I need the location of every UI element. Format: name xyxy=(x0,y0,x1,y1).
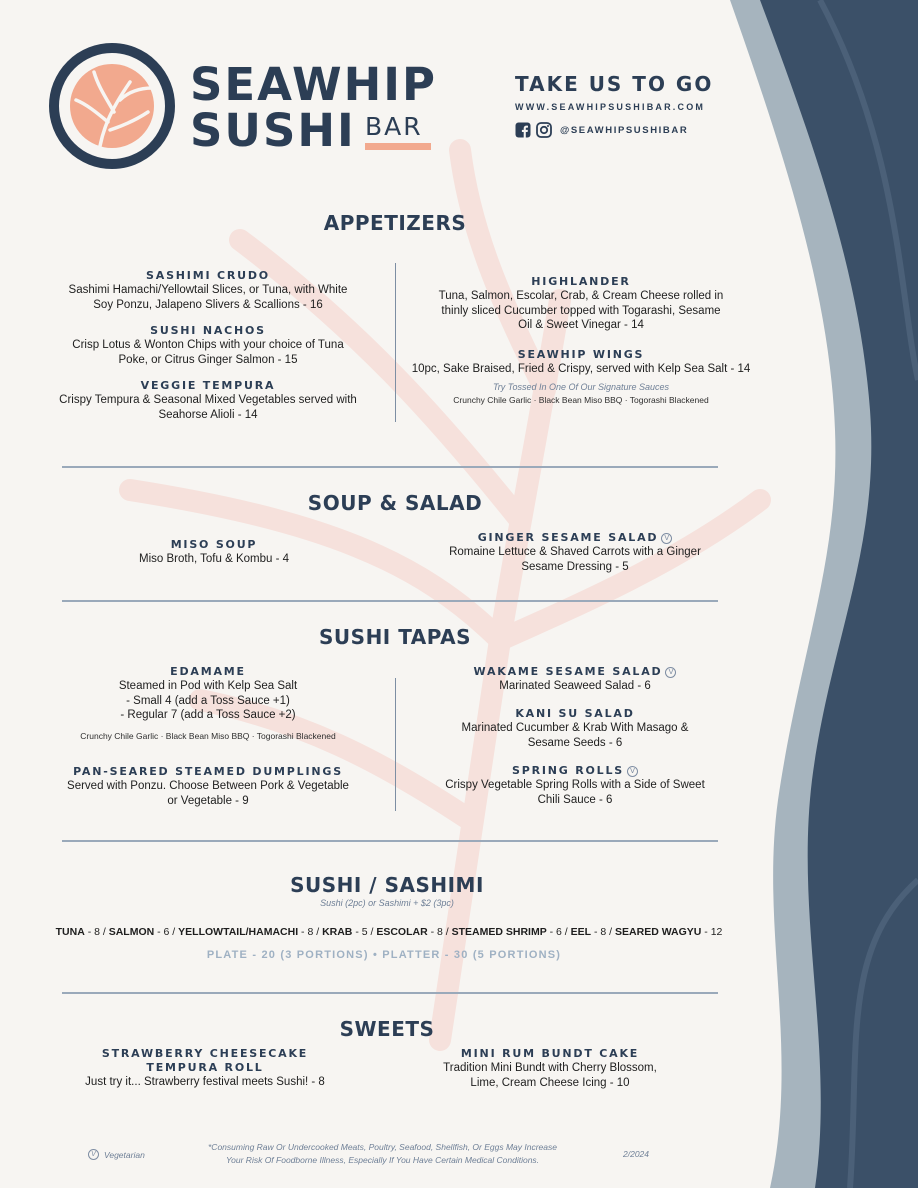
togo-title: TAKE US TO GO xyxy=(515,72,714,96)
item-name: HIGHLANDER xyxy=(531,275,631,288)
item-desc: Lime, Cream Cheese Icing - 10 xyxy=(470,1076,630,1089)
menu-item-mini-rum-bundt xyxy=(410,1047,690,1090)
soup-salad-title: SOUP & SALAD xyxy=(307,491,483,515)
item-name: SUSHI NACHOS xyxy=(150,324,266,337)
item-desc: Chili Sauce - 6 xyxy=(537,793,613,806)
item-desc: Romaine Lettuce & Shaved Carrots with a Ginger xyxy=(449,546,701,558)
sushi-item-name: YELLOWTAIL/HAMACHI xyxy=(178,926,299,938)
menu-item-miso-soup xyxy=(80,538,348,567)
item-desc: Sesame Seeds - 6 xyxy=(527,736,623,749)
item-name: SPRING ROLLS xyxy=(512,764,624,777)
disclaimer-line: Your Risk Of Foodborne Illness, Especially If You Have Certain Medical Conditions. xyxy=(225,1155,540,1165)
sauce-note: Try Tossed In One Of Our Signature Sauces xyxy=(492,381,670,392)
column-divider xyxy=(395,263,396,422)
item-desc: - Small 4 (add a Toss Sauce +1) xyxy=(126,694,290,707)
menu-item-dumplings xyxy=(55,765,361,808)
social-handle[interactable]: @SEAWHIPSUSHIBAR xyxy=(560,124,689,136)
item-name: VEGGIE TEMPURA xyxy=(140,379,276,392)
sushi-tapas-title: SUSHI TAPAS xyxy=(319,625,471,649)
sushi-item-price: - 8 / xyxy=(591,926,616,938)
item-desc: Soy Ponzu, Jalapeno Slivers & Scallions - 16 xyxy=(93,298,323,311)
vegetarian-label: Vegetarian xyxy=(104,1149,145,1160)
item-name: EDAMAME xyxy=(170,665,246,678)
disclaimer-line: *Consuming Raw Or Undercooked Meats, Poultry, Seafood, Shellfish, Or Eggs May Increase xyxy=(208,1142,557,1152)
menu-item-strawberry-cheesecake xyxy=(55,1047,355,1090)
brand-line2: SUSHI xyxy=(190,104,356,157)
menu-item-sushi-nachos xyxy=(60,324,356,367)
sushi-price-list xyxy=(36,926,742,938)
item-desc: Steamed in Pod with Kelp Sea Salt xyxy=(118,680,298,692)
menu-item-spring-rolls xyxy=(430,764,720,807)
social-row xyxy=(515,122,715,138)
sushi-item-price: - 6 / xyxy=(154,926,179,938)
brand-line1: SEAWHIP xyxy=(190,58,437,111)
item-desc: Sesame Dressing - 5 xyxy=(521,560,629,573)
menu-item-wakame-salad xyxy=(430,665,720,694)
vegetarian-icon: V xyxy=(88,1149,99,1160)
sushi-item-name: TUNA xyxy=(55,926,85,938)
sushi-item-price: - 5 / xyxy=(352,926,377,938)
menu-item-seawhip-wings xyxy=(408,348,754,406)
sushi-item-name: ESCOLAR xyxy=(376,926,428,938)
item-desc: Tuna, Salmon, Escolar, Crab, & Cream Cheese rolled in xyxy=(438,290,724,302)
seaweed-logo-icon xyxy=(48,42,176,170)
section-divider xyxy=(62,992,718,994)
section-divider xyxy=(62,600,718,602)
sushi-sashimi-title: SUSHI / SASHIMI xyxy=(290,873,484,897)
menu-item-kani-su-salad xyxy=(430,707,720,750)
item-desc: Served with Ponzu. Choose Between Pork & Vegetable xyxy=(67,780,349,792)
vegetarian-icon: V xyxy=(627,766,638,777)
vegetarian-legend xyxy=(88,1149,145,1160)
item-name-row xyxy=(430,531,720,545)
appetizers-title: APPETIZERS xyxy=(323,211,467,235)
item-name: STRAWBERRY CHEESECAKE xyxy=(101,1047,309,1060)
item-desc: Poke, or Citrus Ginger Salmon - 15 xyxy=(118,353,298,366)
brand-bar xyxy=(365,114,431,150)
item-desc: Marinated Cucumber & Krab With Masago & xyxy=(461,722,689,734)
item-desc: Marinated Seaweed Salad - 6 xyxy=(499,680,651,692)
sushi-item-name: KRAB xyxy=(322,926,353,938)
item-name: GINGER SESAME SALAD xyxy=(477,531,659,544)
facebook-icon[interactable] xyxy=(515,122,531,138)
menu-item-edamame xyxy=(55,665,361,742)
vegetarian-icon: V xyxy=(661,533,672,544)
item-name: PAN-SEARED STEAMED DUMPLINGS xyxy=(73,765,343,778)
item-desc: Sashimi Hamachi/Yellowtail Slices, or Tuna, with White xyxy=(68,284,348,296)
food-safety-disclaimer xyxy=(195,1141,570,1167)
item-desc: Crisp Lotus & Wonton Chips with your choice of Tuna xyxy=(72,339,344,351)
item-desc: Miso Broth, Tofu & Kombu - 4 xyxy=(139,553,289,565)
section-divider xyxy=(62,466,718,468)
item-desc: - Regular 7 (add a Toss Sauce +2) xyxy=(120,709,296,721)
sauce-list: Crunchy Chile Garlic · Black Bean Miso BBQ · Togorashi Blackened xyxy=(453,394,709,405)
sushi-item-name: STEAMED SHRIMP xyxy=(451,926,547,938)
sushi-item-price: - 8 / xyxy=(84,926,109,938)
sushi-item-price: - 8 / xyxy=(427,926,452,938)
item-name-row xyxy=(430,764,720,778)
instagram-icon[interactable] xyxy=(536,122,552,138)
sushi-item-name: SALMON xyxy=(108,926,155,938)
sauce-list: Crunchy Chile Garlic · Black Bean Miso BBQ · Togorashi Blackened xyxy=(80,730,336,741)
sushi-item-price: - 12 xyxy=(701,926,723,938)
website-link[interactable]: WWW.SEAWHIPSUSHIBAR.COM xyxy=(515,102,706,112)
item-name-row xyxy=(430,665,720,679)
item-name: SASHIMI CRUDO xyxy=(146,269,270,282)
item-desc: Just try it... Strawberry festival meets Sushi! - 8 xyxy=(85,1076,325,1088)
menu-item-veggie-tempura xyxy=(55,379,361,422)
item-desc: or Vegetable - 9 xyxy=(167,794,249,807)
sushi-item-price: - 8 / xyxy=(298,926,323,938)
item-name: MISO SOUP xyxy=(170,538,258,551)
item-desc: Seahorse Alioli - 14 xyxy=(158,408,258,421)
sushi-item-price: - 6 / xyxy=(546,926,571,938)
take-us-to-go xyxy=(515,72,715,138)
item-name: TEMPURA ROLL xyxy=(146,1061,264,1074)
sushi-item-name: EEL xyxy=(570,926,592,938)
item-name: SEAWHIP WINGS xyxy=(517,348,645,361)
brand-bar-text: BAR xyxy=(365,112,423,141)
item-name: KANI SU SALAD xyxy=(515,707,635,720)
menu-date: 2/2024 xyxy=(623,1149,649,1159)
menu-item-highlander xyxy=(418,275,744,333)
item-desc: thinly sliced Cucumber topped with Togarashi, Sesame xyxy=(441,304,721,317)
brand-name xyxy=(190,58,437,157)
sweets-title: SWEETS xyxy=(339,1017,435,1041)
item-name: MINI RUM BUNDT CAKE xyxy=(460,1047,640,1060)
sushi-item-name: SEARED WAGYU xyxy=(615,926,702,938)
item-desc: Tradition Mini Bundt with Cherry Blossom, xyxy=(443,1062,657,1074)
menu-item-ginger-sesame-salad xyxy=(430,531,720,574)
item-name: WAKAME SESAME SALAD xyxy=(473,665,663,678)
item-desc: Crispy Tempura & Seasonal Mixed Vegetables served with xyxy=(59,394,357,406)
section-divider xyxy=(62,840,718,842)
column-divider xyxy=(395,678,396,811)
item-desc: Oil & Sweet Vinegar - 14 xyxy=(518,319,644,331)
vegetarian-icon: V xyxy=(665,667,676,678)
brand-bar-underline xyxy=(365,143,431,150)
item-desc: 10pc, Sake Braised, Fried & Crispy, served with Kelp Sea Salt - 14 xyxy=(411,363,751,375)
sushi-sashimi-subtitle: Sushi (2pc) or Sashimi + $2 (3pc) xyxy=(320,898,454,908)
item-desc: Crispy Vegetable Spring Rolls with a Side of Sweet xyxy=(445,779,705,791)
plate-platter-pricing: PLATE - 20 (3 PORTIONS) • PLATTER - 30 (5 PORTIONS) xyxy=(206,949,562,961)
menu-item-sashimi-crudo xyxy=(60,269,356,312)
